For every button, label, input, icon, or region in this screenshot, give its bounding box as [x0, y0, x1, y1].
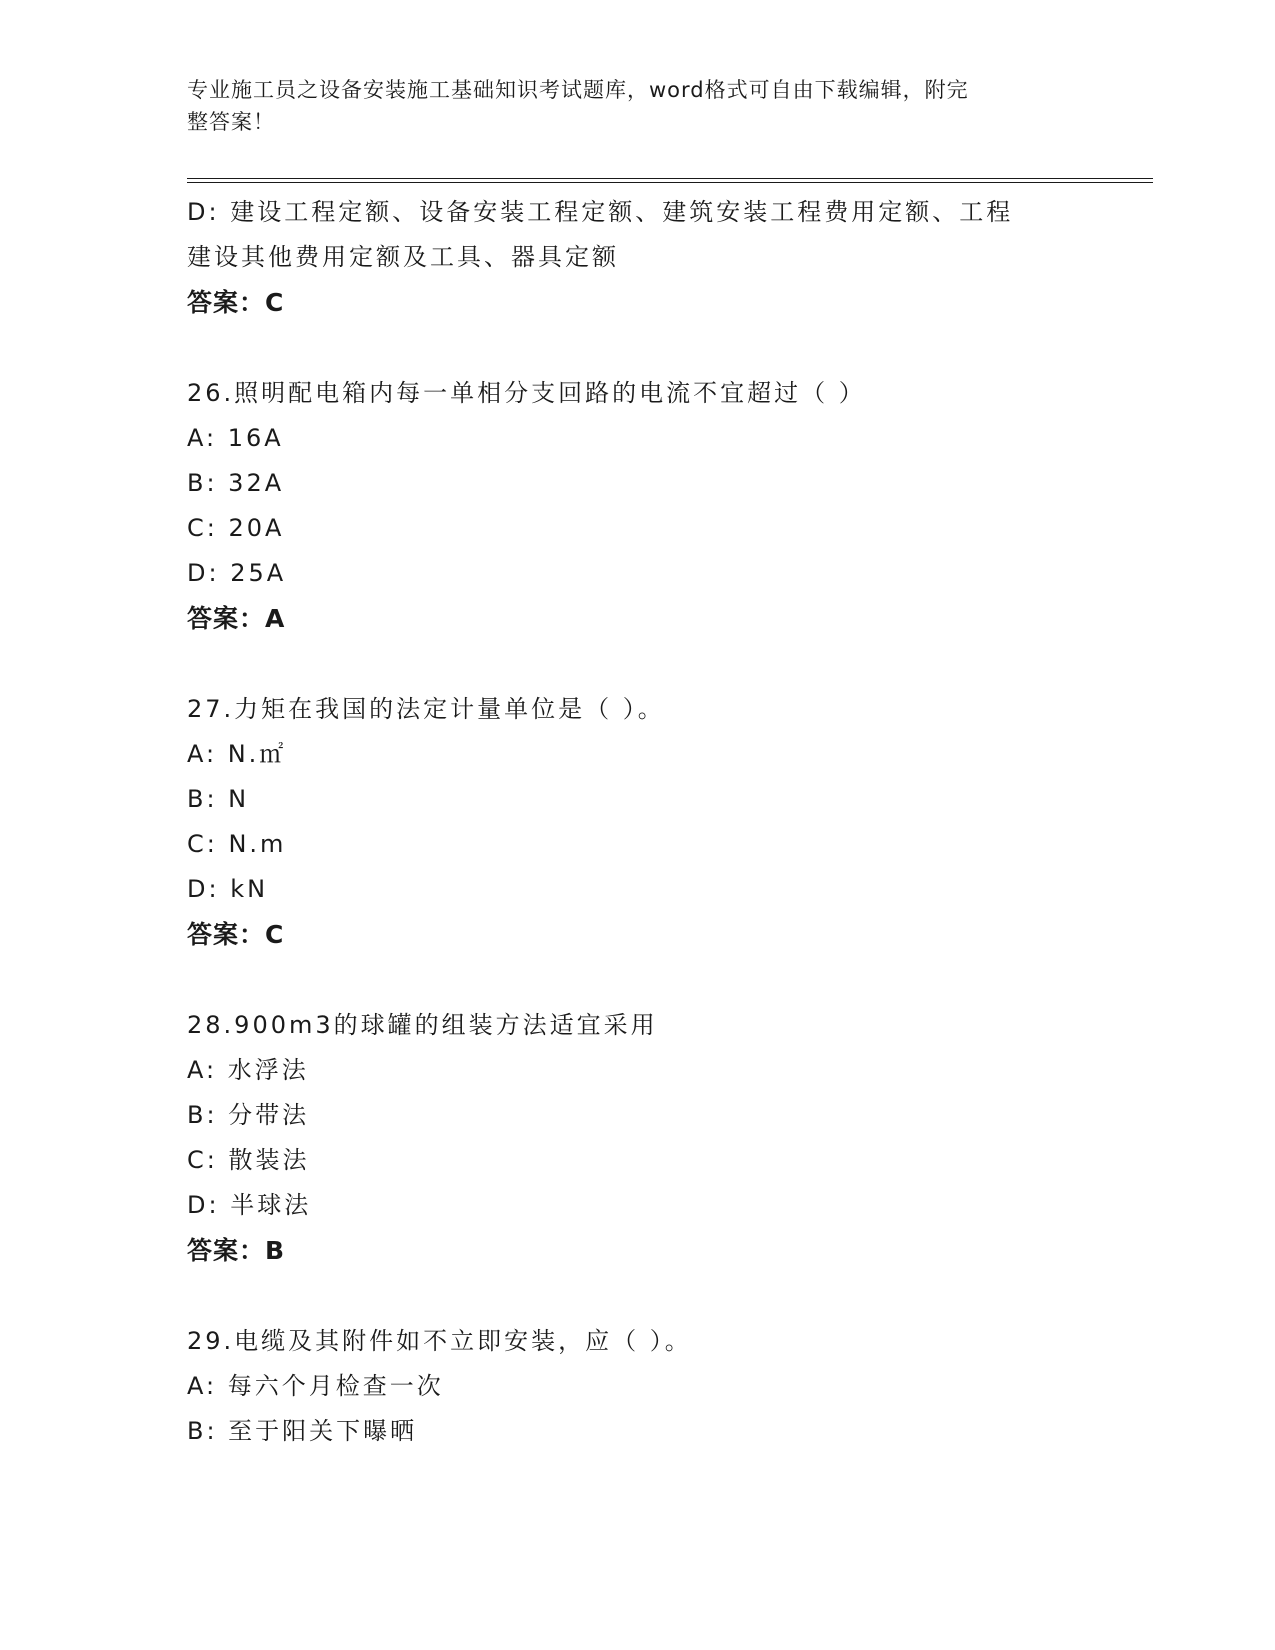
question-list	[187, 190, 1087, 1454]
question-text: 27.力矩在我国的法定计量单位是（ ）。	[187, 695, 665, 723]
answer-label: 答案：C	[187, 920, 285, 949]
question-block-previous	[187, 190, 1087, 325]
option-a: A: 水浮法	[187, 1056, 309, 1084]
header-line-2: 整答案！	[187, 110, 275, 134]
option-d: D: 25A	[187, 559, 287, 587]
option-d: D: kN	[187, 875, 269, 903]
question-block-28	[187, 1003, 1087, 1273]
document-header	[187, 74, 1067, 138]
option-b: B: N	[187, 785, 250, 813]
option-a: A: 每六个月检查一次	[187, 1372, 444, 1400]
answer-label: 答案：B	[187, 1236, 286, 1265]
question-text: 29.电缆及其附件如不立即安装，应（ ）。	[187, 1327, 692, 1355]
spacer	[187, 641, 1087, 687]
option-c: C: 散装法	[187, 1146, 310, 1174]
option-b: B: 至于阳关下曝晒	[187, 1417, 418, 1445]
question-block-26	[187, 371, 1087, 641]
option-d: D: 建设工程定额、设备安装工程定额、建筑安装工程费用定额、工程	[187, 198, 1014, 226]
question-block-29	[187, 1319, 1087, 1454]
spacer	[187, 325, 1087, 371]
header-divider-bottom	[187, 182, 1153, 183]
header-line-1: 专业施工员之设备安装施工基础知识考试题库，word格式可自由下载编辑，附完	[187, 78, 969, 102]
question-text: 26.照明配电箱内每一单相分支回路的电流不宜超过（ ）	[187, 379, 866, 407]
question-text: 28.900m3的球罐的组装方法适宜采用	[187, 1011, 658, 1039]
option-c: C: N.m	[187, 830, 287, 858]
header-divider-top	[187, 178, 1153, 179]
option-a: A: N.㎡	[187, 740, 287, 768]
question-block-27	[187, 687, 1087, 957]
option-b: B: 分带法	[187, 1101, 310, 1129]
option-b: B: 32A	[187, 469, 285, 497]
answer-label: 答案：C	[187, 288, 285, 317]
spacer	[187, 957, 1087, 1003]
option-c: C: 20A	[187, 514, 285, 542]
option-a: A: 16A	[187, 424, 284, 452]
option-d-continued: 建设其他费用定额及工具、器具定额	[187, 243, 619, 271]
spacer	[187, 1273, 1087, 1319]
answer-label: 答案：A	[187, 604, 286, 633]
option-d: D: 半球法	[187, 1191, 312, 1219]
